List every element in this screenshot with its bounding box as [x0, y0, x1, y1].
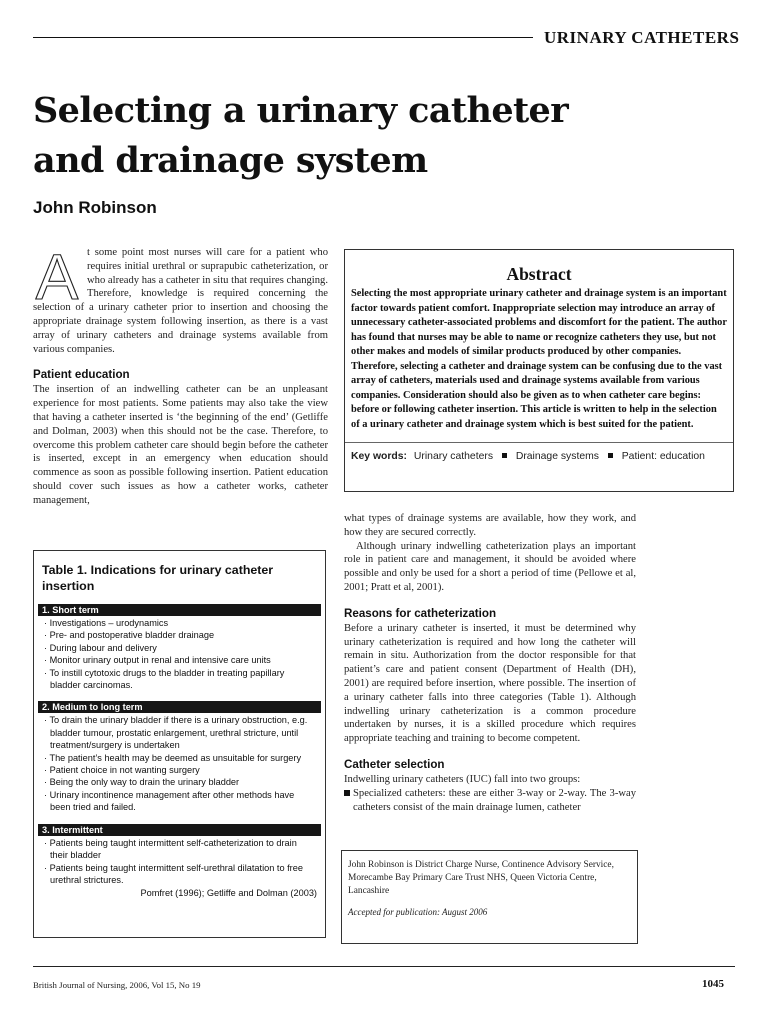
keywords-divider: [345, 442, 733, 443]
list-item: · The patient’s health may be deemed as unsuitable for surgery: [42, 752, 317, 764]
page-number: 1045: [702, 978, 724, 990]
keyword-separator-icon: [502, 453, 507, 458]
continued-paragraph: [344, 512, 636, 595]
table-section-list: [38, 616, 321, 691]
list-item: · Monitor urinary output in renal and intensive care units: [42, 654, 317, 666]
continued-text: what types of drainage systems are available, how they work, and how they are secured correctly.: [344, 513, 636, 538]
patient-education-text: The insertion of an indwelling catheter can be an unpleasant experience for most patients. Some patients may also take the view that having a catheter inserted is ‘the beginning of the end’ (Getliffe and Dolman, 2003) when this should not be the case. Therefore, to overcome this problem catheter care should begin before the catheter is inserted, except in an emergency when education should commence as soon as possible following insertion. Patient education should cover such issues as how a catheter works, catheter management,: [33, 384, 328, 506]
square-bullet-icon: [344, 790, 350, 796]
list-item: · Investigations – urodynamics: [42, 617, 317, 629]
header-rule: [33, 37, 533, 38]
list-item: · To instill cytotoxic drugs to the bladder in treating papillary bladder carcinomas.: [42, 667, 317, 692]
indwelling-paragraph: Although urinary indwelling catheterization plays an important role in patient care and management, it should be avoided where possible and only be used for a short a period of time (Pellowe et al, 2001; Pratt et al, 2001).: [344, 540, 636, 593]
keyword-item: Patient: education: [621, 451, 705, 462]
table-1: [33, 550, 326, 938]
list-item: · Pre- and postoperative bladder drainage: [42, 629, 317, 641]
list-item: · Urinary incontinence management after other methods have been tried and failed.: [42, 789, 317, 814]
dropcap-text: A: [35, 247, 79, 301]
dropcap-glyph: [33, 247, 81, 301]
table-title: Table 1. Indications for urinary catheter insertion: [42, 563, 274, 593]
list-item: · Patients being taught intermittent self-urethral dilatation to free urethral strictures.: [42, 862, 317, 887]
table-source: Pomfret (1996); Getliffe and Dolman (2003): [140, 888, 317, 899]
author-bio: John Robinson is District Charge Nurse, Continence Advisory Service, Morecambe Bay Primary Care Trust NHS, Queen Victoria Centre, Lancashire: [348, 860, 614, 896]
title-line-1: Selecting a urinary catheter: [33, 90, 569, 131]
title-line-2: and drainage system: [33, 140, 428, 181]
list-item: · To drain the urinary bladder if there is a urinary obstruction, e.g. bladder tumour, prostatic enlargement, urethral stricture, until treatment/surgery is undertaken: [42, 714, 317, 751]
footer-rule: [33, 966, 735, 967]
list-item: · Patients being taught intermittent self-catheterization to drain their bladder: [42, 837, 317, 862]
author-bio-box: [341, 850, 638, 944]
article-title: [33, 86, 733, 186]
keyword-item: Drainage systems: [515, 451, 599, 462]
table-section-heading: 1. Short term: [38, 604, 321, 616]
list-item: · Being the only way to drain the urinary bladder: [42, 776, 317, 788]
table-section-heading: 3. Intermittent: [38, 824, 321, 836]
intro-paragraph: [33, 246, 328, 356]
keyword-separator-icon: [608, 453, 613, 458]
author-name: John Robinson: [33, 198, 157, 217]
keywords-label: Key words:: [351, 451, 408, 462]
catheter-selection-bullet: [344, 787, 636, 815]
journal-citation: British Journal of Nursing, 2006, Vol 15, No 19: [33, 980, 201, 990]
list-item: · During labour and delivery: [42, 642, 317, 654]
dropcap-letter: [33, 247, 81, 301]
list-item: · Patient choice in not wanting surgery: [42, 764, 317, 776]
table-section-heading: 2. Medium to long term: [38, 701, 321, 713]
section-tag: URINARY CATHETERS: [544, 28, 740, 47]
reasons-text: Before a urinary catheter is inserted, it must be determined why urinary catheterization is required and how long the catheter will remain in situ. Authorization from the doctor responsible for that patient’s care and patient consent (Department of Health (DH), 2001) are required before insertion, where possible. The insertion of a urinary catheter falls into three categories (Table 1). Although indwelling urinary catheterization is a common procedure undertaken by nurses, it is a skilled procedure which requires appropriate teaching and training to become competent.: [344, 622, 636, 745]
table-section-list: [38, 836, 321, 887]
abstract-title: Abstract: [506, 264, 572, 284]
table-section-list: [38, 713, 321, 813]
accepted-date: Accepted for publication: August 2006: [348, 907, 488, 917]
intro-text: t some point most nurses will care for a patient who requires initial urethral or suprapubic catheterization, or who already has a catheter in situ that requires changing. Therefore, knowledge is required concerning the selection of a urinary catheter prior to insertion and choosing the appropriate drainage system following insertion, as there is a vast array of urinary catheters and drainage systems available from various companies.: [33, 247, 328, 355]
reasons-heading: Reasons for catheterization: [344, 606, 497, 620]
bullet-text: Specialized catheters: these are either 3-way or 2-way. The 3-way catheters consist of the main drainage lumen, catheter: [353, 787, 636, 813]
keywords-line: [351, 451, 727, 462]
catheter-selection-heading: Catheter selection: [344, 757, 445, 771]
abstract-text: Selecting the most appropriate urinary catheter and drainage system is an important factor towards patient comfort. Inappropriate selection may introduce an array of unnecessary catheter-associated problems and discomfort for the patient. The author has found that nurses may be able to name or recognize catheters they use, but not other makes and models of similar products produced by other companies. Therefore, selecting a catheter and drainage system can be confusing due to the vast array of catheters, materials used and drainage systems available from various companies. Consideration should also be given as to when catheter care begins: before or following catheter insertion. This article is written to help in the selection of a urinary catheter and drainage system which is best suited for the patient.: [351, 288, 727, 430]
abstract-box: [344, 249, 734, 492]
right-column: [344, 512, 636, 814]
keyword-item: Urinary catheters: [413, 451, 494, 462]
catheter-selection-text: Indwelling urinary catheters (IUC) fall into two groups:: [344, 773, 581, 785]
left-column: [33, 246, 328, 508]
patient-education-heading: Patient education: [33, 368, 130, 382]
